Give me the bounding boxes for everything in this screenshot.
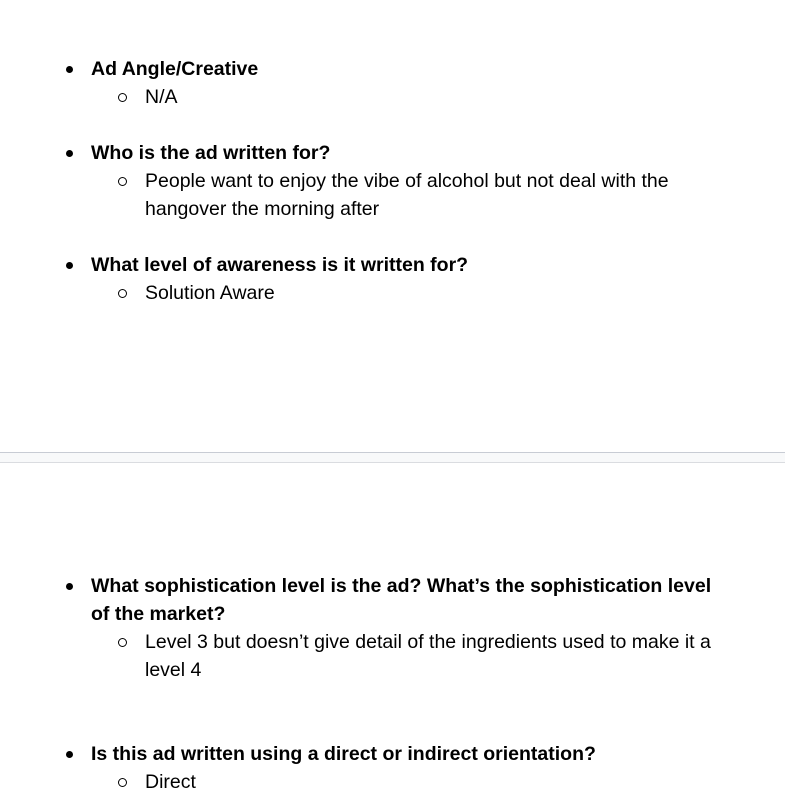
question-text[interactable]: Is this ad written using a direct or indirect orientation? (91, 743, 596, 765)
sub-bullet-icon (118, 289, 127, 298)
answer-text[interactable]: Solution Aware (145, 282, 275, 304)
question-text[interactable]: What sophistication level is the ad? What’s the sophistication level of the market? (91, 575, 712, 625)
bullet-icon (66, 583, 73, 590)
question-text[interactable]: Who is the ad written for? (91, 142, 331, 164)
sub-bullet-icon (118, 177, 127, 186)
page-break (0, 452, 785, 463)
sub-bullet-icon (118, 778, 127, 787)
bullet-icon (66, 150, 73, 157)
answer-text[interactable]: Level 3 but doesn’t give detail of the ingredients used to make it a level 4 (145, 631, 711, 681)
bullet-icon (66, 751, 73, 758)
answer-text[interactable]: N/A (145, 86, 178, 108)
question-text[interactable]: Ad Angle/Creative (91, 58, 259, 80)
sub-bullet-icon (118, 638, 127, 647)
answer-text[interactable]: Direct (145, 771, 196, 793)
sub-bullet-icon (118, 93, 127, 102)
bullet-icon (66, 66, 73, 73)
answer-text[interactable]: People want to enjoy the vibe of alcohol but not deal with the hangover the morning after (145, 170, 669, 220)
bullet-icon (66, 262, 73, 269)
question-text[interactable]: What level of awareness is it written for? (91, 254, 469, 276)
